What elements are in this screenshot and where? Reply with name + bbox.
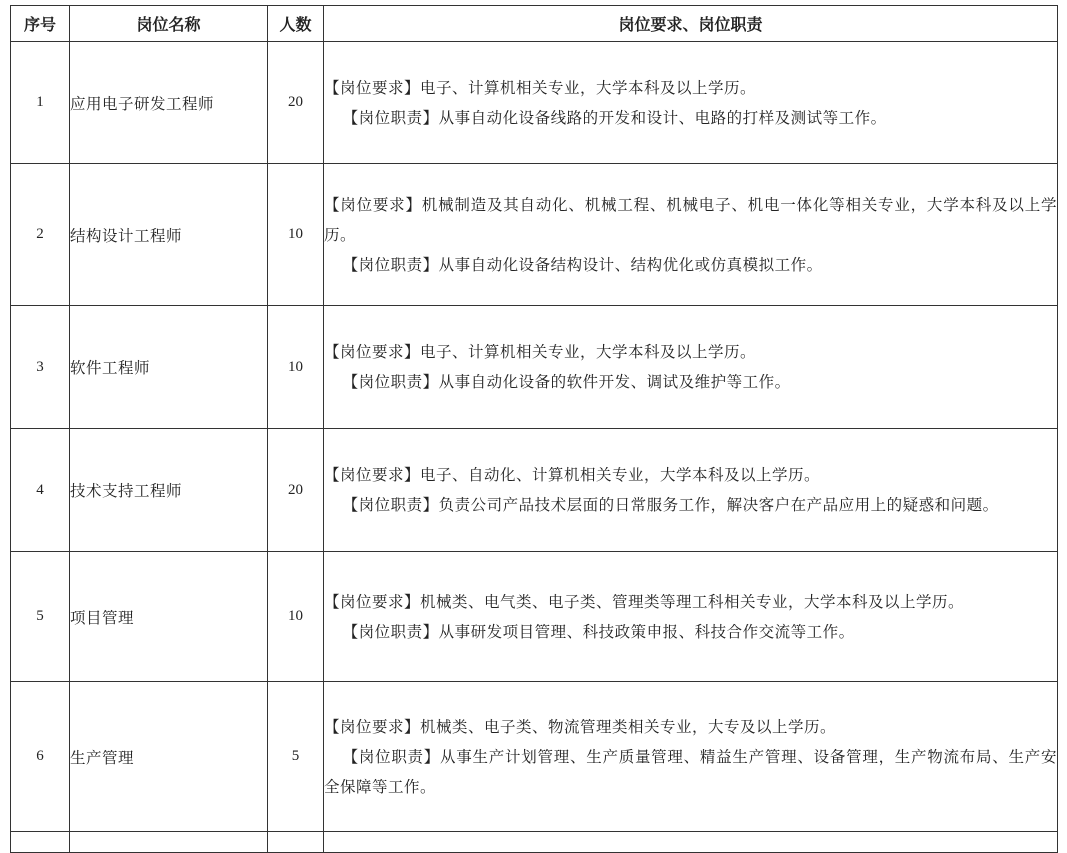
row-description <box>324 42 1058 164</box>
row-description <box>324 164 1058 306</box>
table-row <box>11 306 1058 429</box>
job-table <box>10 5 1058 853</box>
row-requirement: 【岗位要求】机械类、电子类、物流管理类相关专业，大专及以上学历。 <box>324 717 837 736</box>
table-row <box>11 429 1058 552</box>
row-duty: 【岗位职责】负责公司产品技术层面的日常服务工作，解决客户在产品应用上的疑惑和问题。 <box>342 496 999 514</box>
row-description <box>324 429 1058 552</box>
header-desc: 岗位要求、岗位职责 <box>324 6 1058 42</box>
row-requirement: 【岗位要求】机械类、电气类、电子类、管理类等理工科相关专业，大学本科及以上学历。 <box>324 592 965 611</box>
row-headcount: 5 <box>268 682 324 832</box>
row-no-empty <box>11 832 70 853</box>
header-name: 岗位名称 <box>70 6 268 42</box>
header-count: 人数 <box>268 6 324 42</box>
row-description <box>324 552 1058 682</box>
row-job-name: 项目管理 <box>70 552 268 682</box>
row-duty: 【岗位职责】从事自动化设备的软件开发、调试及维护等工作。 <box>342 373 791 391</box>
row-headcount: 10 <box>268 552 324 682</box>
row-description <box>324 682 1058 832</box>
row-job-name: 生产管理 <box>70 682 268 832</box>
row-job-name: 结构设计工程师 <box>70 164 268 306</box>
row-description-empty <box>324 832 1058 853</box>
row-no: 4 <box>11 429 70 552</box>
table-row-partial <box>11 832 1058 853</box>
row-headcount: 10 <box>268 164 324 306</box>
row-requirement: 【岗位要求】电子、计算机相关专业，大学本科及以上学历。 <box>324 78 757 97</box>
row-requirement: 【岗位要求】电子、自动化、计算机相关专业，大学本科及以上学历。 <box>324 466 821 484</box>
row-job-name: 技术支持工程师 <box>70 429 268 552</box>
row-no: 3 <box>11 306 70 429</box>
row-headcount-empty <box>268 832 324 853</box>
row-job-name-empty <box>70 832 268 853</box>
row-no: 1 <box>11 42 70 164</box>
table-row <box>11 164 1058 306</box>
row-job-name: 软件工程师 <box>70 306 268 429</box>
row-no: 2 <box>11 164 70 306</box>
row-duty: 【岗位职责】从事生产计划管理、生产质量管理、精益生产管理、设备管理，生产物流布局、生产安全保障等工作。 <box>324 747 1057 796</box>
table-row <box>11 552 1058 682</box>
table-row <box>11 682 1058 832</box>
row-requirement: 【岗位要求】电子、计算机相关专业，大学本科及以上学历。 <box>324 343 757 361</box>
row-headcount: 10 <box>268 306 324 429</box>
row-headcount: 20 <box>268 429 324 552</box>
table-header-row <box>11 6 1058 42</box>
row-requirement: 【岗位要求】机械制造及其自动化、机械工程、机械电子、机电一体化等相关专业，大学本科及以上学历。 <box>324 195 1057 244</box>
row-duty: 【岗位职责】从事研发项目管理、科技政策申报、科技合作交流等工作。 <box>342 622 855 641</box>
row-no: 6 <box>11 682 70 832</box>
row-job-name: 应用电子研发工程师 <box>70 42 268 164</box>
row-headcount: 20 <box>268 42 324 164</box>
header-no: 序号 <box>11 6 70 42</box>
row-duty: 【岗位职责】从事自动化设备线路的开发和设计、电路的打样及测试等工作。 <box>342 108 887 127</box>
row-description <box>324 306 1058 429</box>
row-no: 5 <box>11 552 70 682</box>
row-duty: 【岗位职责】从事自动化设备结构设计、结构优化或仿真模拟工作。 <box>342 255 823 274</box>
table-row <box>11 42 1058 164</box>
